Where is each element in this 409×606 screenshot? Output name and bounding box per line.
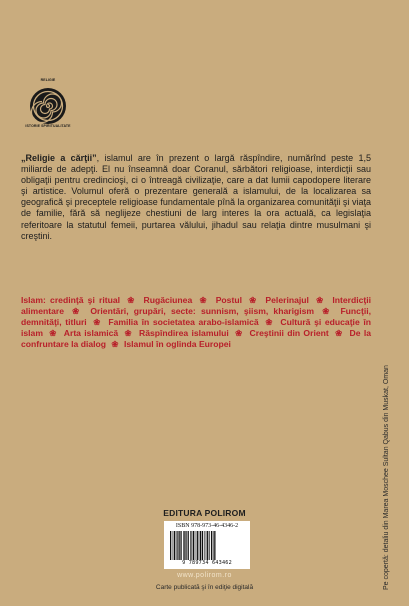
flower-separator-icon: ❀ xyxy=(195,295,213,305)
flower-separator-icon: ❀ xyxy=(121,328,136,339)
topic-item: Orientări, grupări, secte: sunnism, şiism, kharigism xyxy=(90,306,315,317)
topics-list xyxy=(21,295,371,350)
topic-item: Interdicţii alimentare xyxy=(21,295,372,317)
flower-separator-icon: ❀ xyxy=(261,317,278,328)
logo-top-text: RELIGIE xyxy=(40,78,56,82)
spiral-emblem-icon xyxy=(24,82,72,130)
flower-separator-icon: ❀ xyxy=(67,306,88,317)
topic-item: Pelerinajul xyxy=(265,295,309,305)
publisher-name: EDITURA POLIROM xyxy=(163,508,246,518)
digital-edition-note: Carte publicată şi în ediţie digitală xyxy=(155,584,254,591)
flower-separator-icon: ❀ xyxy=(331,328,347,339)
flower-separator-icon: ❀ xyxy=(45,328,61,339)
topic-item: Postul xyxy=(215,295,242,305)
topic-item: De la confruntare la dialog xyxy=(21,328,372,350)
cover-caption: Pe copertă: detaliu din Marea Moschee Sultan Qabus din Muskat, Oman xyxy=(383,365,390,590)
topic-item: Islamul în oglinda Europei xyxy=(123,339,231,350)
topic-item: Funcţii, demnităţi, titluri xyxy=(21,306,371,328)
logo-bottom-text: ISTORIE SPIRITUALITATE xyxy=(25,124,71,128)
flower-separator-icon: ❀ xyxy=(317,306,338,317)
publisher-url: www.polirom.ro xyxy=(177,572,232,579)
flower-separator-icon: ❀ xyxy=(109,339,121,350)
topic-item: Creştinii din Orient xyxy=(249,328,329,339)
barcode-digits: 9 789734 643462 xyxy=(182,560,232,566)
book-description xyxy=(21,153,371,242)
topic-item: Cultură şi educaţie în islam xyxy=(21,317,371,339)
topic-item: Răspîndirea islamului xyxy=(138,328,229,339)
flower-separator-icon: ❀ xyxy=(123,295,141,305)
topic-item: Islam: credinţă şi ritual xyxy=(21,295,121,305)
topic-item: Arta islamică xyxy=(63,328,119,339)
isbn-number: ISBN 978-973-46-4346-2 xyxy=(175,523,239,529)
series-logo xyxy=(24,78,72,134)
topic-item: Familia în societatea arabo-islamică xyxy=(108,317,259,328)
flower-separator-icon: ❀ xyxy=(231,328,247,339)
barcode-icon xyxy=(170,531,244,560)
flower-separator-icon: ❀ xyxy=(89,317,106,328)
isbn-barcode xyxy=(164,521,250,569)
flower-separator-icon: ❀ xyxy=(244,295,263,305)
description-text: , islamul are în prezent o largă răspîndire, numărînd peste 1,5 miliarde de adepţi. El nu înseamnă doar Coranul, sărbători religioase, interdicţii sau obligaţii pentru credincioşi, ci o întreagă civilizaţie, care a dat lumii capodopere literare şi artistice. Volumul oferă o prezentare generală a islamului, de la localizarea sa geografică şi preceptele religioase fundamentale pînă la organizarea comunităţii şi viaţa de familie, fără să neglijeze chestiuni de larg interes la ora actuală, ca legislaţia referitoare la statutul femeii, purtarea vălului, jihadul sau relaţia dintre musulmani şi creştini. xyxy=(21,153,371,241)
flower-separator-icon: ❀ xyxy=(311,295,330,305)
description-title-quote: „Religie a cărţii” xyxy=(21,153,97,163)
topic-item: Rugăciunea xyxy=(143,295,193,305)
